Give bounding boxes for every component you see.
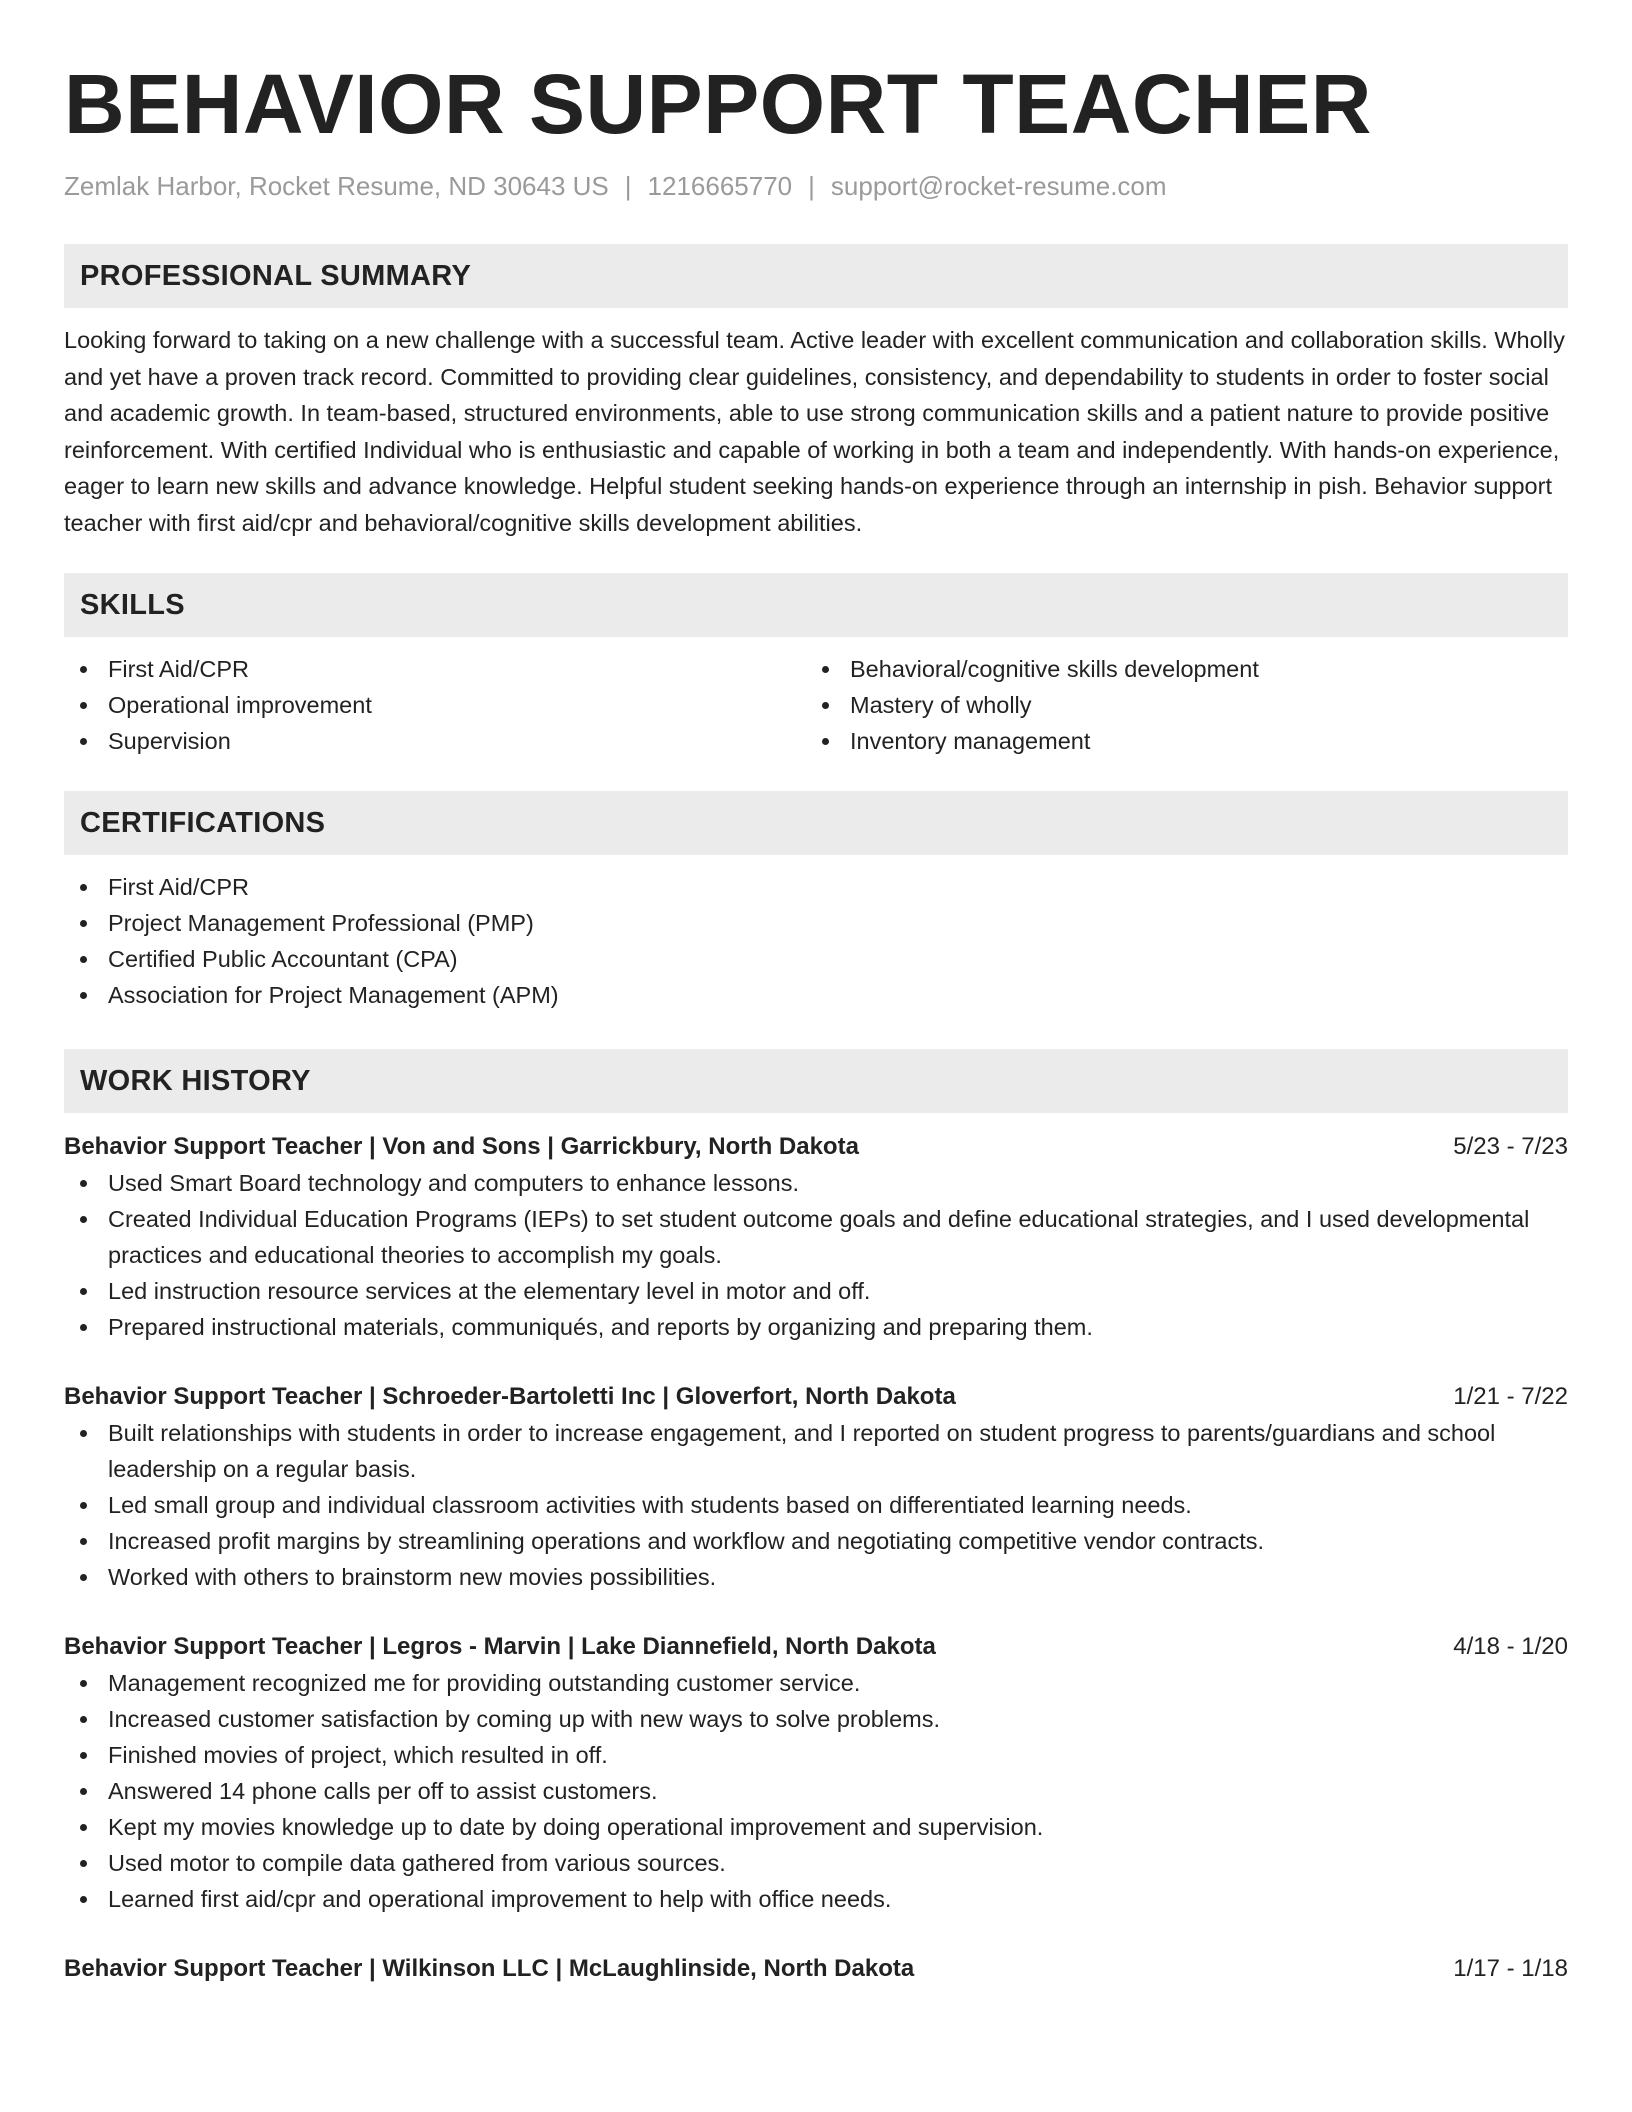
certification-item: Project Management Professional (PMP) <box>64 905 1568 941</box>
skills-section <box>64 573 1568 759</box>
certifications-section-header: CERTIFICATIONS <box>64 791 1568 855</box>
work-history-section-header: WORK HISTORY <box>64 1049 1568 1113</box>
job-bullet: Finished movies of project, which resulted in off. <box>64 1737 1568 1773</box>
job-bullet: Used Smart Board technology and computers to enhance lessons. <box>64 1165 1568 1201</box>
contact-email[interactable]: support@rocket-resume.com <box>830 171 1167 201</box>
skills-section-header: SKILLS <box>64 573 1568 637</box>
work-history-section <box>64 1049 1568 1987</box>
job-header <box>64 1379 1568 1415</box>
job-title: Behavior Support Teacher | Legros - Marvin | Lake Diannefield, North Dakota <box>64 1633 936 1660</box>
certification-item: First Aid/CPR <box>64 869 1568 905</box>
skill-item: Operational improvement <box>64 687 806 723</box>
contact-address: Zemlak Harbor, Rocket Resume, ND 30643 US <box>64 171 609 201</box>
summary-section <box>64 244 1568 541</box>
job-bullet: Kept my movies knowledge up to date by doing operational improvement and supervision. <box>64 1809 1568 1845</box>
job-header <box>64 1629 1568 1665</box>
skill-item: Mastery of wholly <box>806 687 1548 723</box>
job-bullet: Used motor to compile data gathered from various sources. <box>64 1845 1568 1881</box>
job-header <box>64 1129 1568 1165</box>
resume-name: BEHAVIOR SUPPORT TEACHER <box>64 57 1372 151</box>
job-bullet: Worked with others to brainstorm new movies possibilities. <box>64 1559 1568 1595</box>
job-bullet: Built relationships with students in order to increase engagement, and I reported on student progress to parents/guardians and school leadership on a regular basis. <box>64 1415 1568 1487</box>
job-bullet: Increased customer satisfaction by coming up with new ways to solve problems. <box>64 1701 1568 1737</box>
certifications-section <box>64 791 1568 1013</box>
certifications-list <box>64 869 1568 1013</box>
job-dates: 1/21 - 7/22 <box>1453 1383 1568 1410</box>
job-dates: 5/23 - 7/23 <box>1453 1133 1568 1160</box>
resume-page <box>64 0 1568 1987</box>
contact-separator: | <box>624 171 632 201</box>
job-title: Behavior Support Teacher | Von and Sons | Garrickbury, North Dakota <box>64 1133 859 1160</box>
skills-left-column <box>64 651 806 759</box>
job-bullet: Led instruction resource services at the elementary level in motor and off. <box>64 1273 1568 1309</box>
job-bullet: Learned first aid/cpr and operational improvement to help with office needs. <box>64 1881 1568 1917</box>
contact-phone: 1216665770 <box>647 171 793 201</box>
summary-text: Looking forward to taking on a new challenge with a successful team. Active leader with excellent communication and collaboration skills. Wholly and yet have a proven track record. Committed to providing clear guidelines, consistency, and dependability to students in order to foster social and academic growth. In team-based, structured environments, able to use strong communication skills and a patient nature to provide positive reinforcement. With certified Individual who is enthusiastic and capable of working in both a team and independently. With hands-on experience, eager to learn new skills and advance knowledge. Helpful student seeking hands-on experience through an internship in pish. Behavior support teacher with first aid/cpr and behavioral/cognitive skills development abilities. <box>64 327 1565 536</box>
skill-item: First Aid/CPR <box>64 651 806 687</box>
job-dates: 4/18 - 1/20 <box>1453 1633 1568 1660</box>
skills-grid <box>64 651 1568 759</box>
job-bullet: Prepared instructional materials, communiqués, and reports by organizing and preparing them. <box>64 1309 1568 1345</box>
job-dates: 1/17 - 1/18 <box>1453 1955 1568 1982</box>
job-bullets <box>64 1665 1568 1917</box>
job-bullets <box>64 1415 1568 1595</box>
job-entry <box>64 1629 1568 1917</box>
skill-item: Inventory management <box>806 723 1548 759</box>
job-bullet: Created Individual Education Programs (IEPs) to set student outcome goals and define educational strategies, and I used developmental practices and educational theories to accomplish my goals. <box>64 1201 1568 1273</box>
job-title: Behavior Support Teacher | Wilkinson LLC | McLaughlinside, North Dakota <box>64 1955 915 1982</box>
job-entry <box>64 1129 1568 1345</box>
summary-section-header: PROFESSIONAL SUMMARY <box>64 244 1568 308</box>
skills-right-column <box>806 651 1548 759</box>
skill-item: Behavioral/cognitive skills development <box>806 651 1548 687</box>
contact-separator: | <box>808 171 815 201</box>
contact-line <box>64 170 1568 202</box>
job-entry <box>64 1951 1568 1987</box>
job-header <box>64 1951 1568 1987</box>
job-bullet: Increased profit margins by streamlining operations and workflow and negotiating competitive vendor contracts. <box>64 1523 1568 1559</box>
job-entry <box>64 1379 1568 1595</box>
certification-item: Association for Project Management (APM) <box>64 977 1568 1013</box>
job-bullet: Led small group and individual classroom activities with students based on differentiated learning needs. <box>64 1487 1568 1523</box>
certification-item: Certified Public Accountant (CPA) <box>64 941 1568 977</box>
job-bullet: Management recognized me for providing outstanding customer service. <box>64 1665 1568 1701</box>
skill-item: Supervision <box>64 723 806 759</box>
job-bullet: Answered 14 phone calls per off to assist customers. <box>64 1773 1568 1809</box>
job-title: Behavior Support Teacher | Schroeder-Bartoletti Inc | Gloverfort, North Dakota <box>64 1383 956 1410</box>
job-bullets <box>64 1165 1568 1345</box>
